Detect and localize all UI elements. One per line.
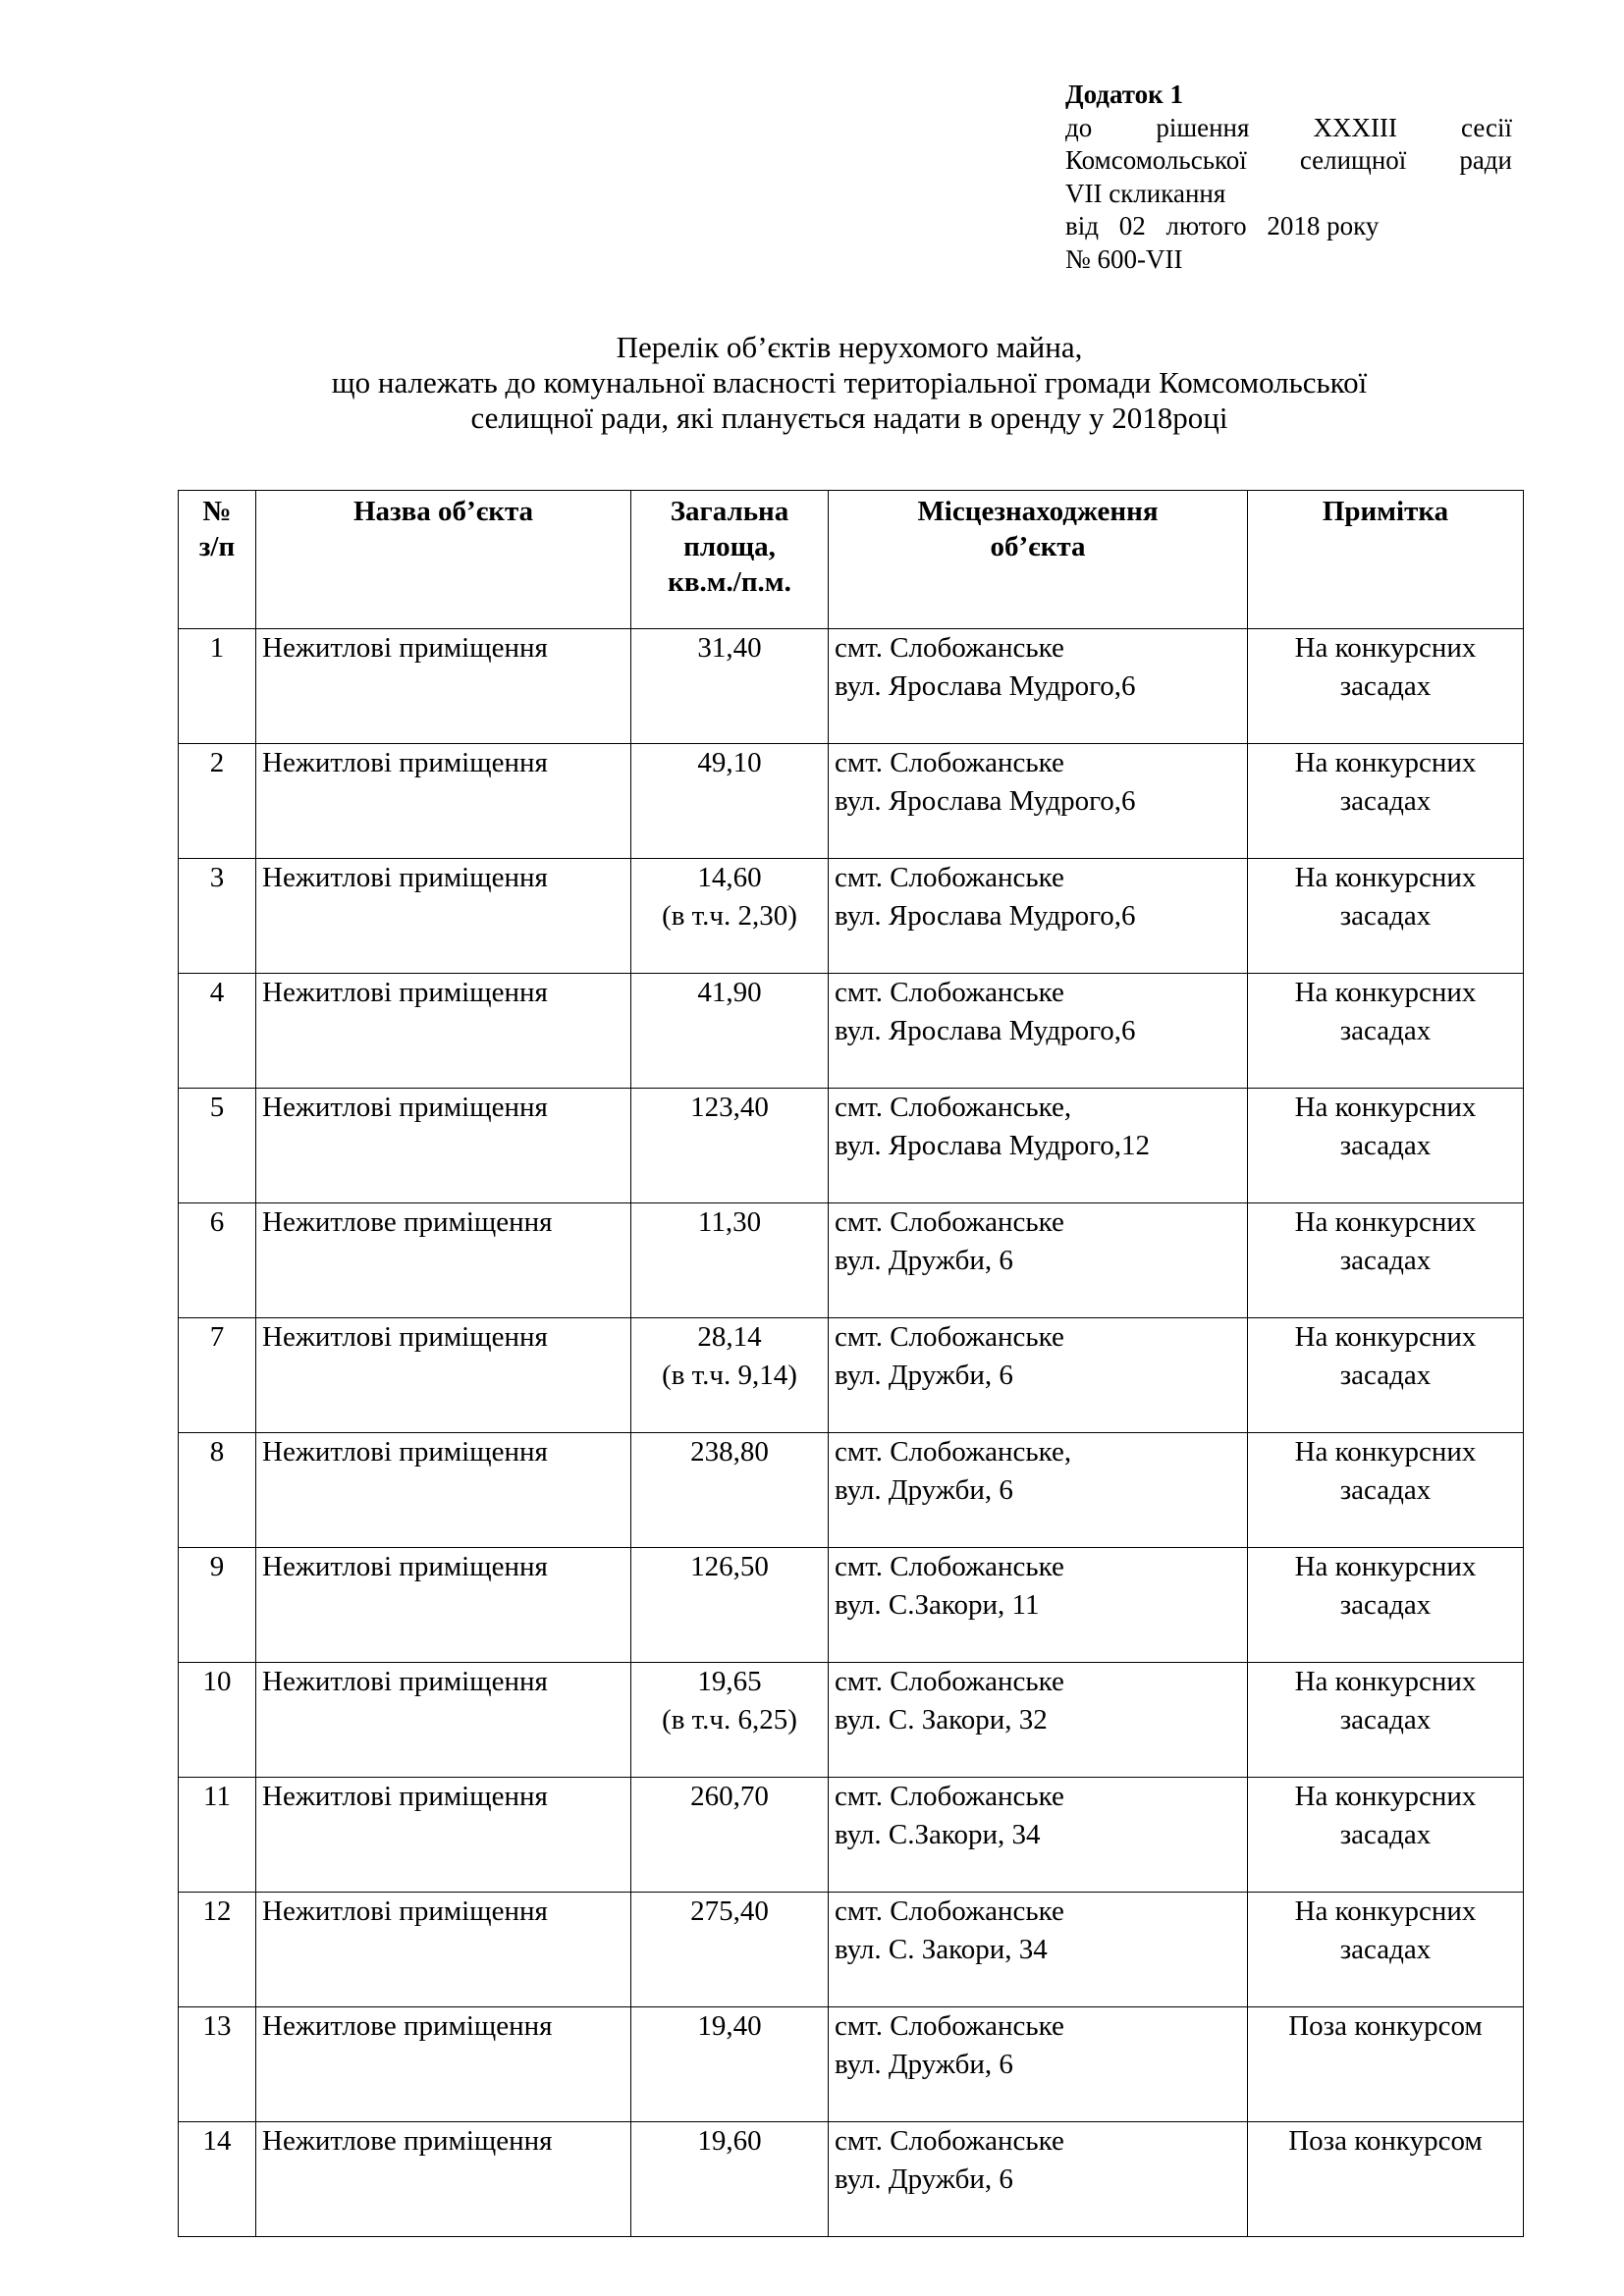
row-number: 6 [209,1206,225,1238]
header-text: Примітка [1322,496,1449,527]
cell-note [1248,2122,1524,2237]
location-settlement: смт. Слобожанське [835,862,1064,893]
addendum-word: ради [1459,145,1512,175]
object-name: Нежитлові приміщення [262,1092,548,1123]
cell-note [1248,1203,1524,1318]
cell-location [829,2007,1248,2122]
addendum-title: Додаток 1 [1065,80,1183,109]
addendum-word: рішення [1156,112,1250,142]
note-line-1: На конкурсних [1294,862,1477,893]
cell-note [1248,1318,1524,1433]
location-street: вул. Ярослава Мудрого,12 [835,1129,1151,1161]
row-number: 4 [209,977,225,1008]
cell-area [631,1893,829,2007]
addendum-date [1065,210,1512,243]
note-line-1: На конкурсних [1294,1666,1477,1697]
cell-number [179,1663,256,1778]
addendum-line-council [1065,144,1512,178]
note-line-2: засадах [1339,1359,1432,1391]
addendum-number: № 600-VII [1065,243,1183,274]
location-street: вул. Дружби, 6 [835,1244,1013,1276]
location-settlement: смт. Слобожанське [835,1666,1064,1697]
location-settlement: смт. Слобожанське [835,632,1064,664]
date-part: 02 [1118,211,1146,240]
cell-number [179,1433,256,1548]
table-row [179,974,1524,1089]
table-row [179,1318,1524,1433]
cell-area [631,1089,829,1203]
location-street: вул. Дружби, 6 [835,2163,1013,2195]
cell-location [829,744,1248,859]
cell-location [829,859,1248,974]
location-settlement: смт. Слобожанське [835,977,1064,1008]
location-settlement: смт. Слобожанське, [835,1092,1072,1123]
cell-number [179,1778,256,1893]
cell-number [179,1548,256,1663]
row-number: 8 [209,1436,225,1468]
document-title [177,330,1522,436]
addendum-word: сесії [1461,112,1512,142]
header-number [179,491,256,629]
location-settlement: смт. Слобожанське [835,1551,1064,1582]
object-name: Нежитлові приміщення [262,977,548,1008]
cell-area [631,2122,829,2237]
note-line-2: засадах [1339,1588,1432,1621]
note-line-1: Поза конкурсом [1288,2010,1483,2042]
location-settlement: смт. Слобожанське [835,2010,1064,2042]
area-value: 275,40 [690,1896,769,1927]
note-line-1: На конкурсних [1294,1781,1477,1812]
cell-location [829,629,1248,744]
area-value: 126,50 [690,1551,769,1582]
cell-note [1248,974,1524,1089]
area-value: 19,65 [697,1666,762,1697]
property-table [178,490,1524,2237]
table-header-row [179,491,1524,629]
location-street: вул. Дружби, 6 [835,1359,1013,1391]
note-line-1: На конкурсних [1294,1551,1477,1582]
cell-object-name [256,1778,631,1893]
header-text: № [202,496,232,527]
cell-area [631,2007,829,2122]
location-street: вул. Ярослава Мудрого,6 [835,784,1136,817]
area-value: 260,70 [690,1781,769,1812]
cell-location [829,1203,1248,1318]
note-line-1: На конкурсних [1294,1321,1477,1353]
row-number: 5 [209,1092,225,1123]
header-text: кв.м./п.м. [668,566,791,598]
cell-location [829,1778,1248,1893]
location-street: вул. С.Закори, 11 [835,1588,1040,1621]
cell-location [829,974,1248,1089]
note-line-1: Поза конкурсом [1288,2125,1483,2157]
header-text: з/п [198,531,236,562]
table-row [179,2122,1524,2237]
cell-note [1248,1089,1524,1203]
cell-location [829,1548,1248,1663]
area-value: 123,40 [690,1092,769,1123]
location-settlement: смт. Слобожанське [835,1206,1064,1238]
area-note: (в т.ч. 6,25) [662,1703,797,1735]
cell-area [631,629,829,744]
cell-note [1248,1663,1524,1778]
note-line-2: засадах [1339,669,1432,702]
object-name: Нежитлові приміщення [262,1321,548,1353]
note-line-2: засадах [1339,1933,1432,1965]
cell-object-name [256,2122,631,2237]
cell-note [1248,629,1524,744]
cell-object-name [256,1089,631,1203]
row-number: 13 [202,2010,232,2042]
area-value: 238,80 [690,1436,769,1468]
cell-object-name [256,1318,631,1433]
cell-number [179,1318,256,1433]
cell-note [1248,1548,1524,1663]
addendum-line-decision [1065,112,1512,145]
area-value: 11,30 [697,1206,762,1238]
cell-note [1248,1893,1524,2007]
cell-area [631,744,829,859]
note-line-2: засадах [1339,1014,1432,1046]
location-street: вул. С. Закори, 32 [835,1703,1048,1735]
table-row [179,629,1524,744]
row-number: 7 [209,1321,225,1353]
object-name: Нежитлове приміщення [262,1206,553,1238]
title-line-1: Перелік об’єктів нерухомого майна, [616,330,1083,364]
header-total-area [631,491,829,629]
cell-area [631,1203,829,1318]
table-row [179,2007,1524,2122]
cell-area [631,974,829,1089]
object-name: Нежитлові приміщення [262,862,548,893]
cell-number [179,1089,256,1203]
cell-number [179,859,256,974]
area-value: 31,40 [697,632,762,664]
note-line-1: На конкурсних [1294,1436,1477,1468]
date-part: лютого [1165,211,1247,240]
row-number: 11 [203,1781,231,1812]
cell-location [829,1318,1248,1433]
header-text: Місцезнаходження [917,496,1159,527]
location-street: вул. С.Закори, 34 [835,1818,1041,1850]
cell-note [1248,1433,1524,1548]
table-row [179,1433,1524,1548]
header-object-name [256,491,631,629]
cell-area [631,1433,829,1548]
object-name: Нежитлові приміщення [262,1436,548,1468]
note-line-2: засадах [1339,1703,1432,1735]
cell-number [179,1893,256,2007]
note-line-1: На конкурсних [1294,1092,1477,1123]
object-name: Нежитлове приміщення [262,2010,553,2042]
table-row [179,1203,1524,1318]
table-row [179,744,1524,859]
area-value: 19,60 [697,2125,762,2157]
cell-note [1248,744,1524,859]
object-name: Нежитлові приміщення [262,1896,548,1927]
note-line-2: засадах [1339,1244,1432,1276]
cell-object-name [256,1893,631,2007]
header-location [829,491,1248,629]
addendum-word: Комсомольської [1065,145,1247,175]
cell-object-name [256,744,631,859]
object-name: Нежитлові приміщення [262,747,548,778]
area-value: 28,14 [697,1321,762,1353]
title-line-3: селищної ради, які планується надати в оренду у 2018році [470,400,1228,435]
cell-object-name [256,629,631,744]
note-line-1: На конкурсних [1294,1896,1477,1927]
cell-area [631,1548,829,1663]
area-value: 19,40 [697,2010,762,2042]
cell-note [1248,1778,1524,1893]
addendum-word: XXXIII [1313,112,1397,142]
header-text: Назва об’єкта [352,496,534,527]
cell-location [829,2122,1248,2237]
header-text: площа, [683,531,776,562]
location-street: вул. Ярослава Мудрого,6 [835,669,1136,702]
note-line-2: засадах [1339,784,1432,817]
location-settlement: смт. Слобожанське [835,2125,1064,2157]
cell-note [1248,2007,1524,2122]
row-number: 10 [202,1666,232,1697]
cell-area [631,1318,829,1433]
location-settlement: смт. Слобожанське [835,1781,1064,1812]
location-street: вул. Ярослава Мудрого,6 [835,1014,1136,1046]
note-line-1: На конкурсних [1294,632,1477,664]
object-name: Нежитлові приміщення [262,632,548,664]
cell-location [829,1433,1248,1548]
cell-location [829,1663,1248,1778]
cell-number [179,629,256,744]
row-number: 1 [209,632,225,664]
header-note [1248,491,1524,629]
note-line-2: засадах [1339,1129,1432,1161]
cell-object-name [256,1663,631,1778]
table-row [179,1548,1524,1663]
cell-object-name [256,974,631,1089]
title-line-2: що належать до комунальної власності територіальної громади Комсомольської [331,365,1368,400]
note-line-2: засадах [1339,899,1432,932]
note-line-1: На конкурсних [1294,747,1477,778]
cell-object-name [256,2007,631,2122]
object-name: Нежитлові приміщення [262,1551,548,1582]
note-line-1: На конкурсних [1294,977,1477,1008]
cell-area [631,1778,829,1893]
addendum-block [1065,79,1512,276]
cell-number [179,1203,256,1318]
cell-area [631,1663,829,1778]
location-street: вул. Ярослава Мудрого,6 [835,899,1136,932]
location-street: вул. С. Закори, 34 [835,1933,1048,1965]
cell-number [179,2007,256,2122]
area-note: (в т.ч. 2,30) [662,899,797,932]
date-part: 2018 року [1267,211,1380,240]
note-line-2: засадах [1339,1818,1432,1850]
cell-location [829,1089,1248,1203]
object-name: Нежитлове приміщення [262,2125,553,2157]
location-street: вул. Дружби, 6 [835,1473,1013,1506]
note-line-2: засадах [1339,1473,1432,1506]
cell-object-name [256,1548,631,1663]
location-settlement: смт. Слобожанське, [835,1436,1072,1468]
table-row [179,1778,1524,1893]
date-part: від [1065,211,1099,240]
area-value: 49,10 [697,747,762,778]
cell-number [179,2122,256,2237]
area-note: (в т.ч. 9,14) [662,1359,797,1391]
header-text: об’єкта [990,531,1086,562]
addendum-word: селищної [1299,145,1407,175]
cell-number [179,744,256,859]
table-row [179,1089,1524,1203]
location-settlement: смт. Слобожанське [835,747,1064,778]
object-name: Нежитлові приміщення [262,1666,548,1697]
addendum-word: до [1065,112,1093,142]
cell-number [179,974,256,1089]
cell-note [1248,859,1524,974]
note-line-1: На конкурсних [1294,1206,1477,1238]
header-text: Загальна [670,496,789,527]
row-number: 14 [202,2125,232,2157]
location-street: вул. Дружби, 6 [835,2048,1013,2080]
addendum-convocation: VII скликання [1065,178,1226,208]
location-settlement: смт. Слобожанське [835,1896,1064,1927]
table-row [179,1663,1524,1778]
cell-area [631,859,829,974]
table-row [179,1893,1524,2007]
area-value: 14,60 [697,862,762,893]
location-settlement: смт. Слобожанське [835,1321,1064,1353]
cell-object-name [256,1203,631,1318]
cell-object-name [256,1433,631,1548]
row-number: 2 [209,747,225,778]
table-row [179,859,1524,974]
row-number: 9 [209,1551,225,1582]
area-value: 41,90 [697,977,762,1008]
object-name: Нежитлові приміщення [262,1781,548,1812]
cell-object-name [256,859,631,974]
cell-location [829,1893,1248,2007]
row-number: 12 [202,1896,232,1927]
row-number: 3 [209,862,225,893]
